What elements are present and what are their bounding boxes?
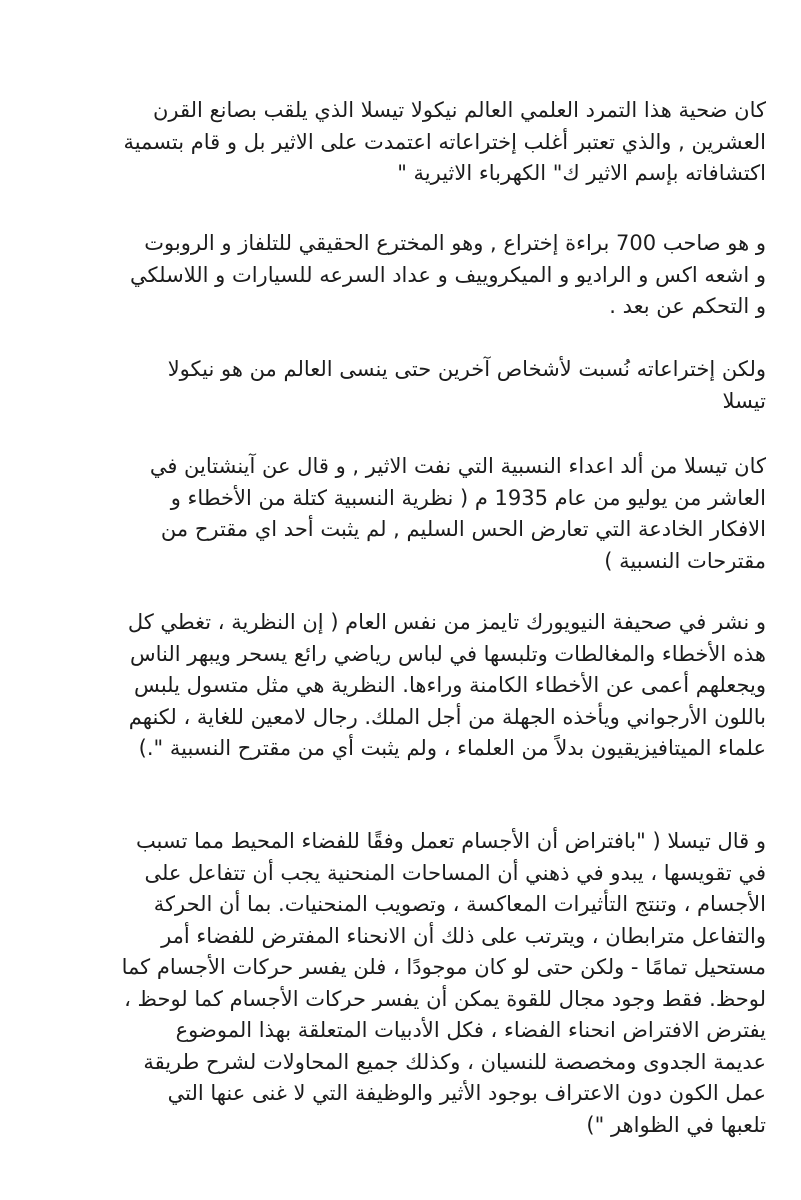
text-line: لوحظ. فقط وجود مجال للقوة يمكن أن يفسر حركات الأجسام كما لوحظ ، — [124, 986, 766, 1011]
text-line: في تقويسها ، يبدو في ذهني أن المساحات المنحنية يجب أن تتفاعل على — [144, 860, 766, 885]
text-line: اكتشافاته بإسم الاثير ك" الكهرباء الاثيرية " — [397, 161, 766, 185]
text-line: تيسلا — [722, 388, 766, 413]
text-line: ويجعلهم أعمى عن الأخطاء الكامنة وراءها. النظرية هي مثل متسول يلبس — [134, 673, 766, 697]
paragraph-nytimes-quote — [74, 607, 766, 765]
paragraph-tesla-patents — [74, 228, 766, 323]
text-line: و نشر في صحيفة النيويورك تايمز من نفس العام ( إن النظرية ، تغطي كل — [127, 610, 766, 634]
paragraph-tesla-intro — [74, 95, 766, 190]
paragraph-tesla-relativity — [74, 451, 766, 577]
text-line: هذه الأخطاء والمغالطات وتلبسها في لباس رياضي رائع يسحر ويبهر الناس — [129, 641, 766, 666]
text-line: علماء الميتافيزيقيون بدلاً من العلماء ، ولم يثبت أي من مقترح النسبية ".) — [138, 736, 766, 760]
text-line: ولكن إختراعاته نُسبت لأشخاص آخرين حتى ينسى العالم من هو نيكولا — [167, 357, 766, 381]
text-line: والتفاعل مترابطان ، ويترتب على ذلك أن الانحناء المفترض للفضاء أمر — [161, 923, 766, 948]
text-line: تلعبها في الظواهر ") — [586, 1112, 766, 1137]
text-line: العاشر من يوليو من عام 1935 م ( نظرية النسبية كتلة من الأخطاء و — [170, 485, 766, 510]
text-line: و اشعه اكس و الراديو و الميكروييف و عداد السرعه للسيارات و اللاسلكي — [130, 262, 766, 287]
text-line: كان تيسلا من ألد اعداء النسبية التي نفت الاثير , و قال عن آينشتاين في — [149, 454, 766, 478]
paragraph-tesla-credit — [74, 354, 766, 417]
text-line: و هو صاحب 700 براءة إختراع , وهو المخترع الحقيقي للتلفاز و الروبوت — [144, 231, 766, 255]
text-line: عمل الكون دون الاعتراف بوجود الأثير والوظيفة التي لا غنى عنها التي — [167, 1081, 766, 1105]
text-line: الأجسام ، وتنتج التأثيرات المعاكسة ، وتصويب المنحنيات. بما أن الحركة — [153, 892, 766, 916]
text-line: يفترض الافتراض انحناء الفضاء ، فكل الأدبيات المتعلقة بهذا الموضوع — [175, 1018, 766, 1042]
text-line: عديمة الجدوى ومخصصة للنسيان ، وكذلك جميع المحاولات لشرح طريقة — [143, 1049, 766, 1074]
text-line: كان ضحية هذا التمرد العلمي العالم نيكولا تيسلا الذي يلقب بصانع القرن — [152, 98, 766, 122]
text-line: و التحكم عن بعد . — [609, 294, 766, 318]
text-line: مقترحات النسبية ) — [604, 548, 766, 573]
text-line: الافكار الخادعة التي تعارض الحس السليم , لم يثبت أحد اي مقترح من — [160, 517, 766, 541]
text-line: العشرين , والذي تعتبر أغلب إختراعاته اعتمدت على الاثير بل و قام بتسمية — [123, 129, 766, 154]
text-line: مستحيل تمامًا - ولكن حتى لو كان موجودًا ، فلن يفسر حركات الأجسام كما — [121, 955, 766, 979]
paragraph-tesla-space-quote — [74, 826, 766, 1141]
text-line: باللون الأرجواني ويأخذه الجهلة من أجل الملك. رجال لامعين للغاية ، لكنهم — [128, 704, 766, 729]
text-line: و قال تيسلا ( "بافتراض أن الأجسام تعمل وفقًا للفضاء المحيط مما تسبب — [135, 829, 766, 853]
